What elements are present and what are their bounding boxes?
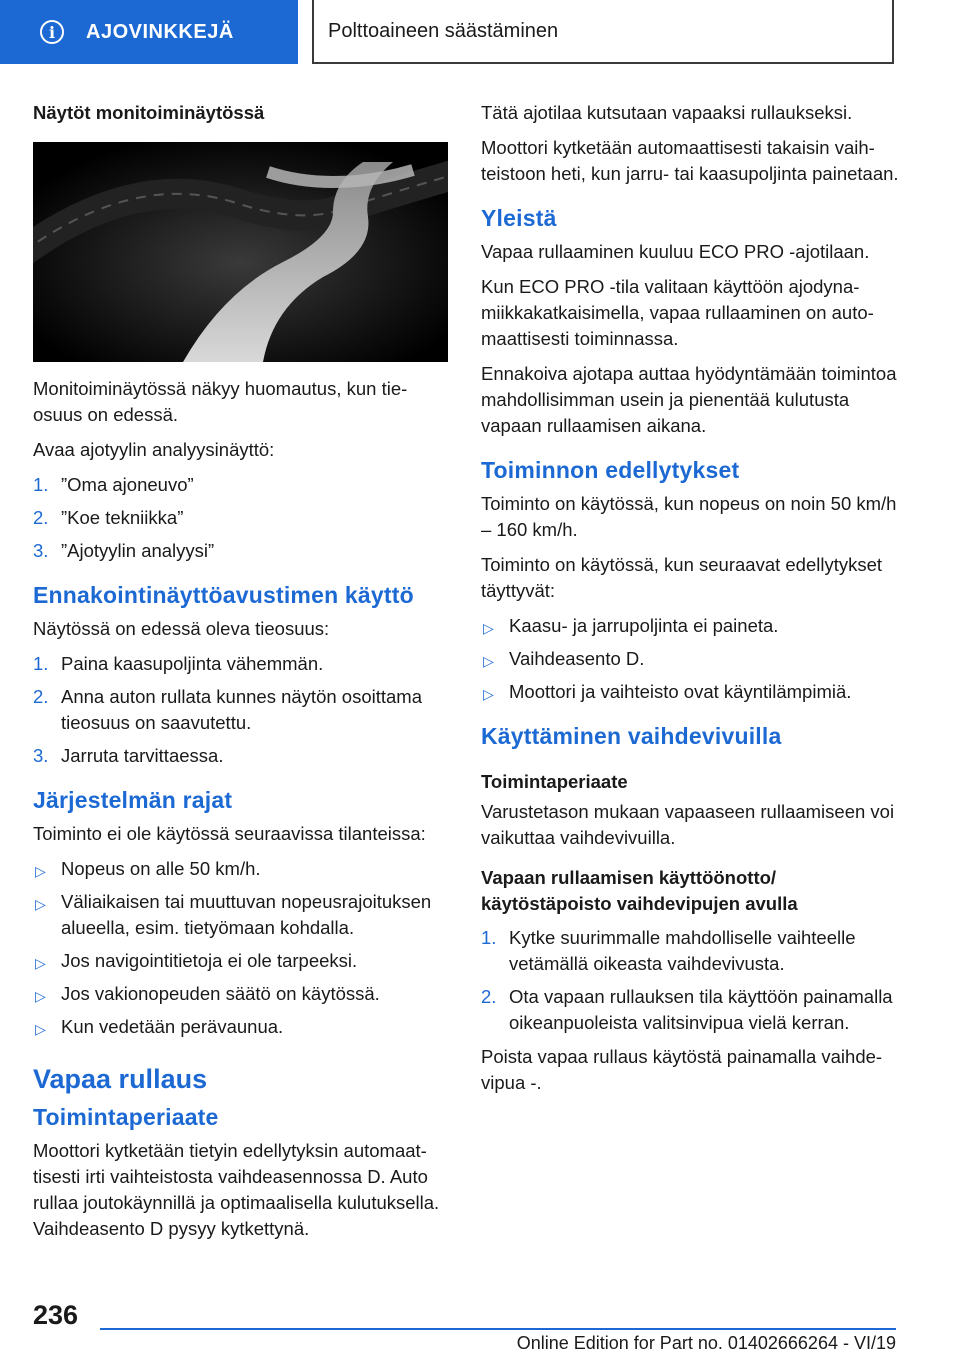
subheading-principle: Toimintaperiaate <box>481 771 628 792</box>
list-item: ▷ Moottori ja vaihteisto ovat käyntilämpimiä. <box>481 679 901 705</box>
paragraph: Moottori kytketään automaattisesti takaisin vaihteistoon heti, kun jarru- tai kaasupoljinta painetaan. <box>481 137 899 184</box>
triangle-bullet-icon: ▷ <box>35 955 46 971</box>
page-number: 236 <box>33 1300 79 1330</box>
left-column <box>33 100 448 1251</box>
heading-displays: Näytöt monitoiminäytössä <box>33 102 265 123</box>
triangle-bullet-icon: ▷ <box>35 863 46 879</box>
step-number: 2. <box>33 686 49 707</box>
list-item: 3. ”Ajotyylin analyysi” <box>33 538 448 564</box>
chapter-title: Polttoaineen säästäminen <box>328 19 559 42</box>
list-item: 3. Jarruta tarvittaessa. <box>33 743 448 769</box>
paragraph: Toiminto on käytössä, kun seuraavat edellytykset täyttyvät: <box>481 554 883 601</box>
figure-caption: Monitoiminäytössä näkyy huomautus, kun tieosuus on edessä. <box>33 378 408 425</box>
conditions-list <box>481 613 901 705</box>
intro-text: Avaa ajotyylin analyysinäyttö: <box>33 439 275 460</box>
heading-coasting: Vapaa rullaus <box>33 1064 208 1094</box>
list-item: 1. ”Oma ajoneuvo” <box>33 472 448 498</box>
heading-limits: Järjestelmän rajat <box>33 787 233 813</box>
road-preview-figure <box>33 142 448 362</box>
list-item: ▷ Nopeus on alle 50 km/h. <box>33 856 448 882</box>
step-number: 1. <box>481 927 497 948</box>
heading-principle: Toimintaperiaate <box>33 1104 219 1130</box>
paragraph: Ennakoiva ajotapa auttaa hyödyntämään toimintoa mahdollisimman usein ja pienentää kulutusta vapaan rullaamisen aikana. <box>481 363 897 436</box>
triangle-bullet-icon: ▷ <box>483 686 494 702</box>
limits-list <box>33 856 448 1040</box>
list-item: ▷ Jos navigointitietoja ei ole tarpeeksi. <box>33 948 448 974</box>
step-number: 2. <box>481 986 497 1007</box>
heading-paddles: Käyttäminen vaihdevivuilla <box>481 723 782 749</box>
list-item: 1. Paina kaasupoljinta vähemmän. <box>33 651 448 677</box>
assist-intro: Näytössä on edessä oleva tieosuus: <box>33 618 330 639</box>
heading-assist: Ennakointinäyttöavustimen käyttö <box>33 582 414 608</box>
triangle-bullet-icon: ▷ <box>483 653 494 669</box>
paragraph: Vapaa rullaaminen kuuluu ECO PRO -ajotilaan. <box>481 241 870 262</box>
list-item: ▷ Vaihdeasento D. <box>481 646 901 672</box>
section-tab-label: AJOVINKKEJÄ <box>86 20 234 43</box>
list-item: ▷ Kaasu- ja jarrupoljinta ei paineta. <box>481 613 901 639</box>
edition-text: Online Edition for Part no. 01402666264 - VI/19 <box>516 1333 896 1353</box>
chapter-header <box>312 0 894 64</box>
right-column <box>481 100 901 1105</box>
step-number: 2. <box>33 507 49 528</box>
paragraph: Kun ECO PRO -tila valitaan käyttöön ajodynamiikkakatkaisimella, vapaa rullaaminen on automaattisesti toiminnassa. <box>481 276 874 349</box>
triangle-bullet-icon: ▷ <box>35 896 46 912</box>
list-item: ▷ Jos vakionopeuden säätö on käytössä. <box>33 981 448 1007</box>
paragraph: Tätä ajotilaa kutsutaan vapaaksi rullaukseksi. <box>481 102 853 123</box>
heading-general: Yleistä <box>481 205 557 231</box>
list-item: 2. ”Koe tekniikka” <box>33 505 448 531</box>
principle-text: Moottori kytketään tietyin edellytyksin automaattisesti irti vaihteistosta vaihdeasennossa D. Auto rullaa joutokäynnillä ja optimaalisella kulutuksella. Vaihdeasento D pysyy kytkettynä. <box>33 1140 440 1239</box>
section-tab[interactable] <box>0 0 298 64</box>
footer-divider <box>100 1328 896 1330</box>
limits-intro: Toiminto ei ole käytössä seuraavissa tilanteissa: <box>33 823 426 844</box>
paragraph: Toiminto on käytössä, kun nopeus on noin 50 km/h – 160 km/h. <box>481 493 897 540</box>
triangle-bullet-icon: ▷ <box>483 620 494 636</box>
info-icon: i <box>40 20 64 44</box>
heading-conditions: Toiminnon edellytykset <box>481 457 740 483</box>
assist-steps-list <box>33 651 448 769</box>
list-item: ▷ Väliaikaisen tai muuttuvan nopeusrajoituksen alueella, esim. tietyömaan kohdalla. <box>35 891 432 938</box>
paragraph: Poista vapaa rullaus käytöstä painamalla vaihdevipua -. <box>481 1046 883 1093</box>
list-item: 1. Kytke suurimmalle mahdolliselle vaihteelle vetämällä oikeasta vaihdevivusta. <box>481 927 856 974</box>
triangle-bullet-icon: ▷ <box>35 1021 46 1037</box>
list-item: 2. Ota vapaan rullauksen tila käyttöön painamalla oikeanpuoleista valitsinvipua vielä kerran. <box>481 986 893 1033</box>
paragraph: Varustetason mukaan vapaaseen rullaamiseen voi vaikuttaa vaihdevivuilla. <box>481 801 895 848</box>
step-number: 3. <box>33 540 49 561</box>
list-item: ▷ Kun vedetään perävaunua. <box>33 1014 448 1040</box>
triangle-bullet-icon: ▷ <box>35 988 46 1004</box>
step-number: 1. <box>33 653 49 674</box>
step-number: 1. <box>33 474 49 495</box>
subheading-enable: Vapaan rullaamisen käyttöönotto/ käytöstäpoisto vaihdevipujen avulla <box>481 867 798 914</box>
step-number: 3. <box>33 745 49 766</box>
list-item: 2. Anna auton rullata kunnes näytön osoittama tieosuus on saavutettu. <box>33 686 422 733</box>
enable-steps-list <box>481 925 901 1036</box>
menu-steps-list <box>33 472 448 564</box>
